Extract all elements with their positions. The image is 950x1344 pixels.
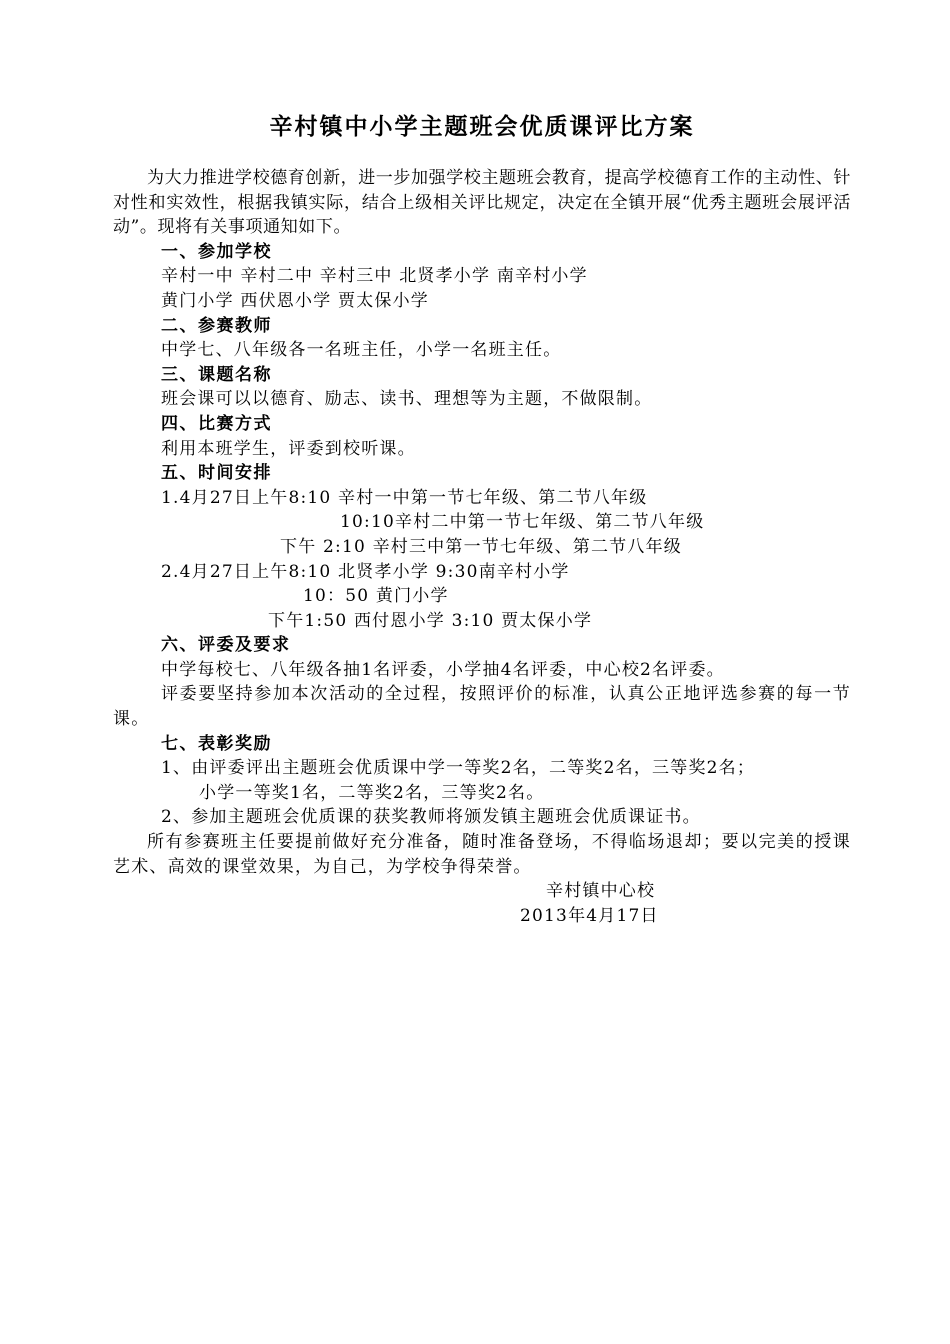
awards-line-2: 小学一等奖1名，二等奖2名，三等奖2名。 <box>199 782 545 803</box>
schedule-line-3: 下午 2:10 辛村三中第一节七年级、第二节八年级 <box>280 536 682 557</box>
section-heading-topic: 三、课题名称 <box>161 364 272 385</box>
signature-date: 2013年4月17日 <box>520 905 659 926</box>
judges-line-1: 中学每校七、八年级各抽1名评委，小学抽4名评委，中心校2名评委。 <box>161 659 725 680</box>
section-heading-schools: 一、参加学校 <box>161 241 272 262</box>
awards-line-1: 1、由评委评出主题班会优质课中学一等奖2名，二等奖2名，三等奖2名； <box>161 758 756 779</box>
schedule-line-6: 下午1:50 西付恩小学 3:10 贾太保小学 <box>268 610 593 631</box>
document-body <box>113 112 851 928</box>
closing-paragraph: 所有参赛班主任要提前做好充分准备，随时准备登场，不得临场退却；要以完美的授课艺术、高效的课堂效果，为自己，为学校争得荣誉。 <box>113 832 851 877</box>
judges-line-2: 评委要坚持参加本次活动的全过程，按照评价的标准，认真公正地评选参赛的每一节课。 <box>113 684 851 730</box>
schedule-line-4: 2.4月27日上午8:10 北贤孝小学 9:30南辛村小学 <box>161 561 570 582</box>
document-title: 辛村镇中小学主题班会优质课评比方案 <box>269 113 695 140</box>
awards-line-3: 2、参加主题班会优质课的获奖教师将颁发镇主题班会优质课证书。 <box>161 807 701 828</box>
schools-line-2: 黄门小学 西伏恩小学 贾太保小学 <box>161 290 430 311</box>
signature-org: 辛村镇中心校 <box>546 881 656 902</box>
teachers-line: 中学七、八年级各一名班主任，小学一名班主任。 <box>161 340 562 361</box>
format-line: 利用本班学生，评委到校听课。 <box>161 438 416 459</box>
section-heading-awards: 七、表彰奖励 <box>161 733 272 754</box>
schedule-line-1: 1.4月27日上午8:10 辛村一中第一节七年级、第二节八年级 <box>161 487 648 508</box>
section-heading-judges: 六、评委及要求 <box>161 635 291 656</box>
section-heading-schedule: 五、时间安排 <box>161 463 272 484</box>
schedule-line-5: 10：50 黄门小学 <box>303 586 449 607</box>
section-heading-format: 四、比赛方式 <box>161 413 272 434</box>
topic-line: 班会课可以以德育、励志、读书、理想等为主题，不做限制。 <box>161 389 653 410</box>
intro-paragraph: 为大力推进学校德育创新，进一步加强学校主题班会教育，提高学校德育工作的主动性、针对性和实效性，根据我镇实际，结合上级相关评比规定，决定在全镇开展“优秀主题班会展评活动”。现将有关事项通知如下。 <box>113 168 851 238</box>
section-heading-teachers: 二、参赛教师 <box>161 315 272 336</box>
schedule-line-2: 10:10辛村二中第一节七年级、第二节八年级 <box>340 512 705 533</box>
schools-line-1: 辛村一中 辛村二中 辛村三中 北贤孝小学 南辛村小学 <box>161 266 588 287</box>
